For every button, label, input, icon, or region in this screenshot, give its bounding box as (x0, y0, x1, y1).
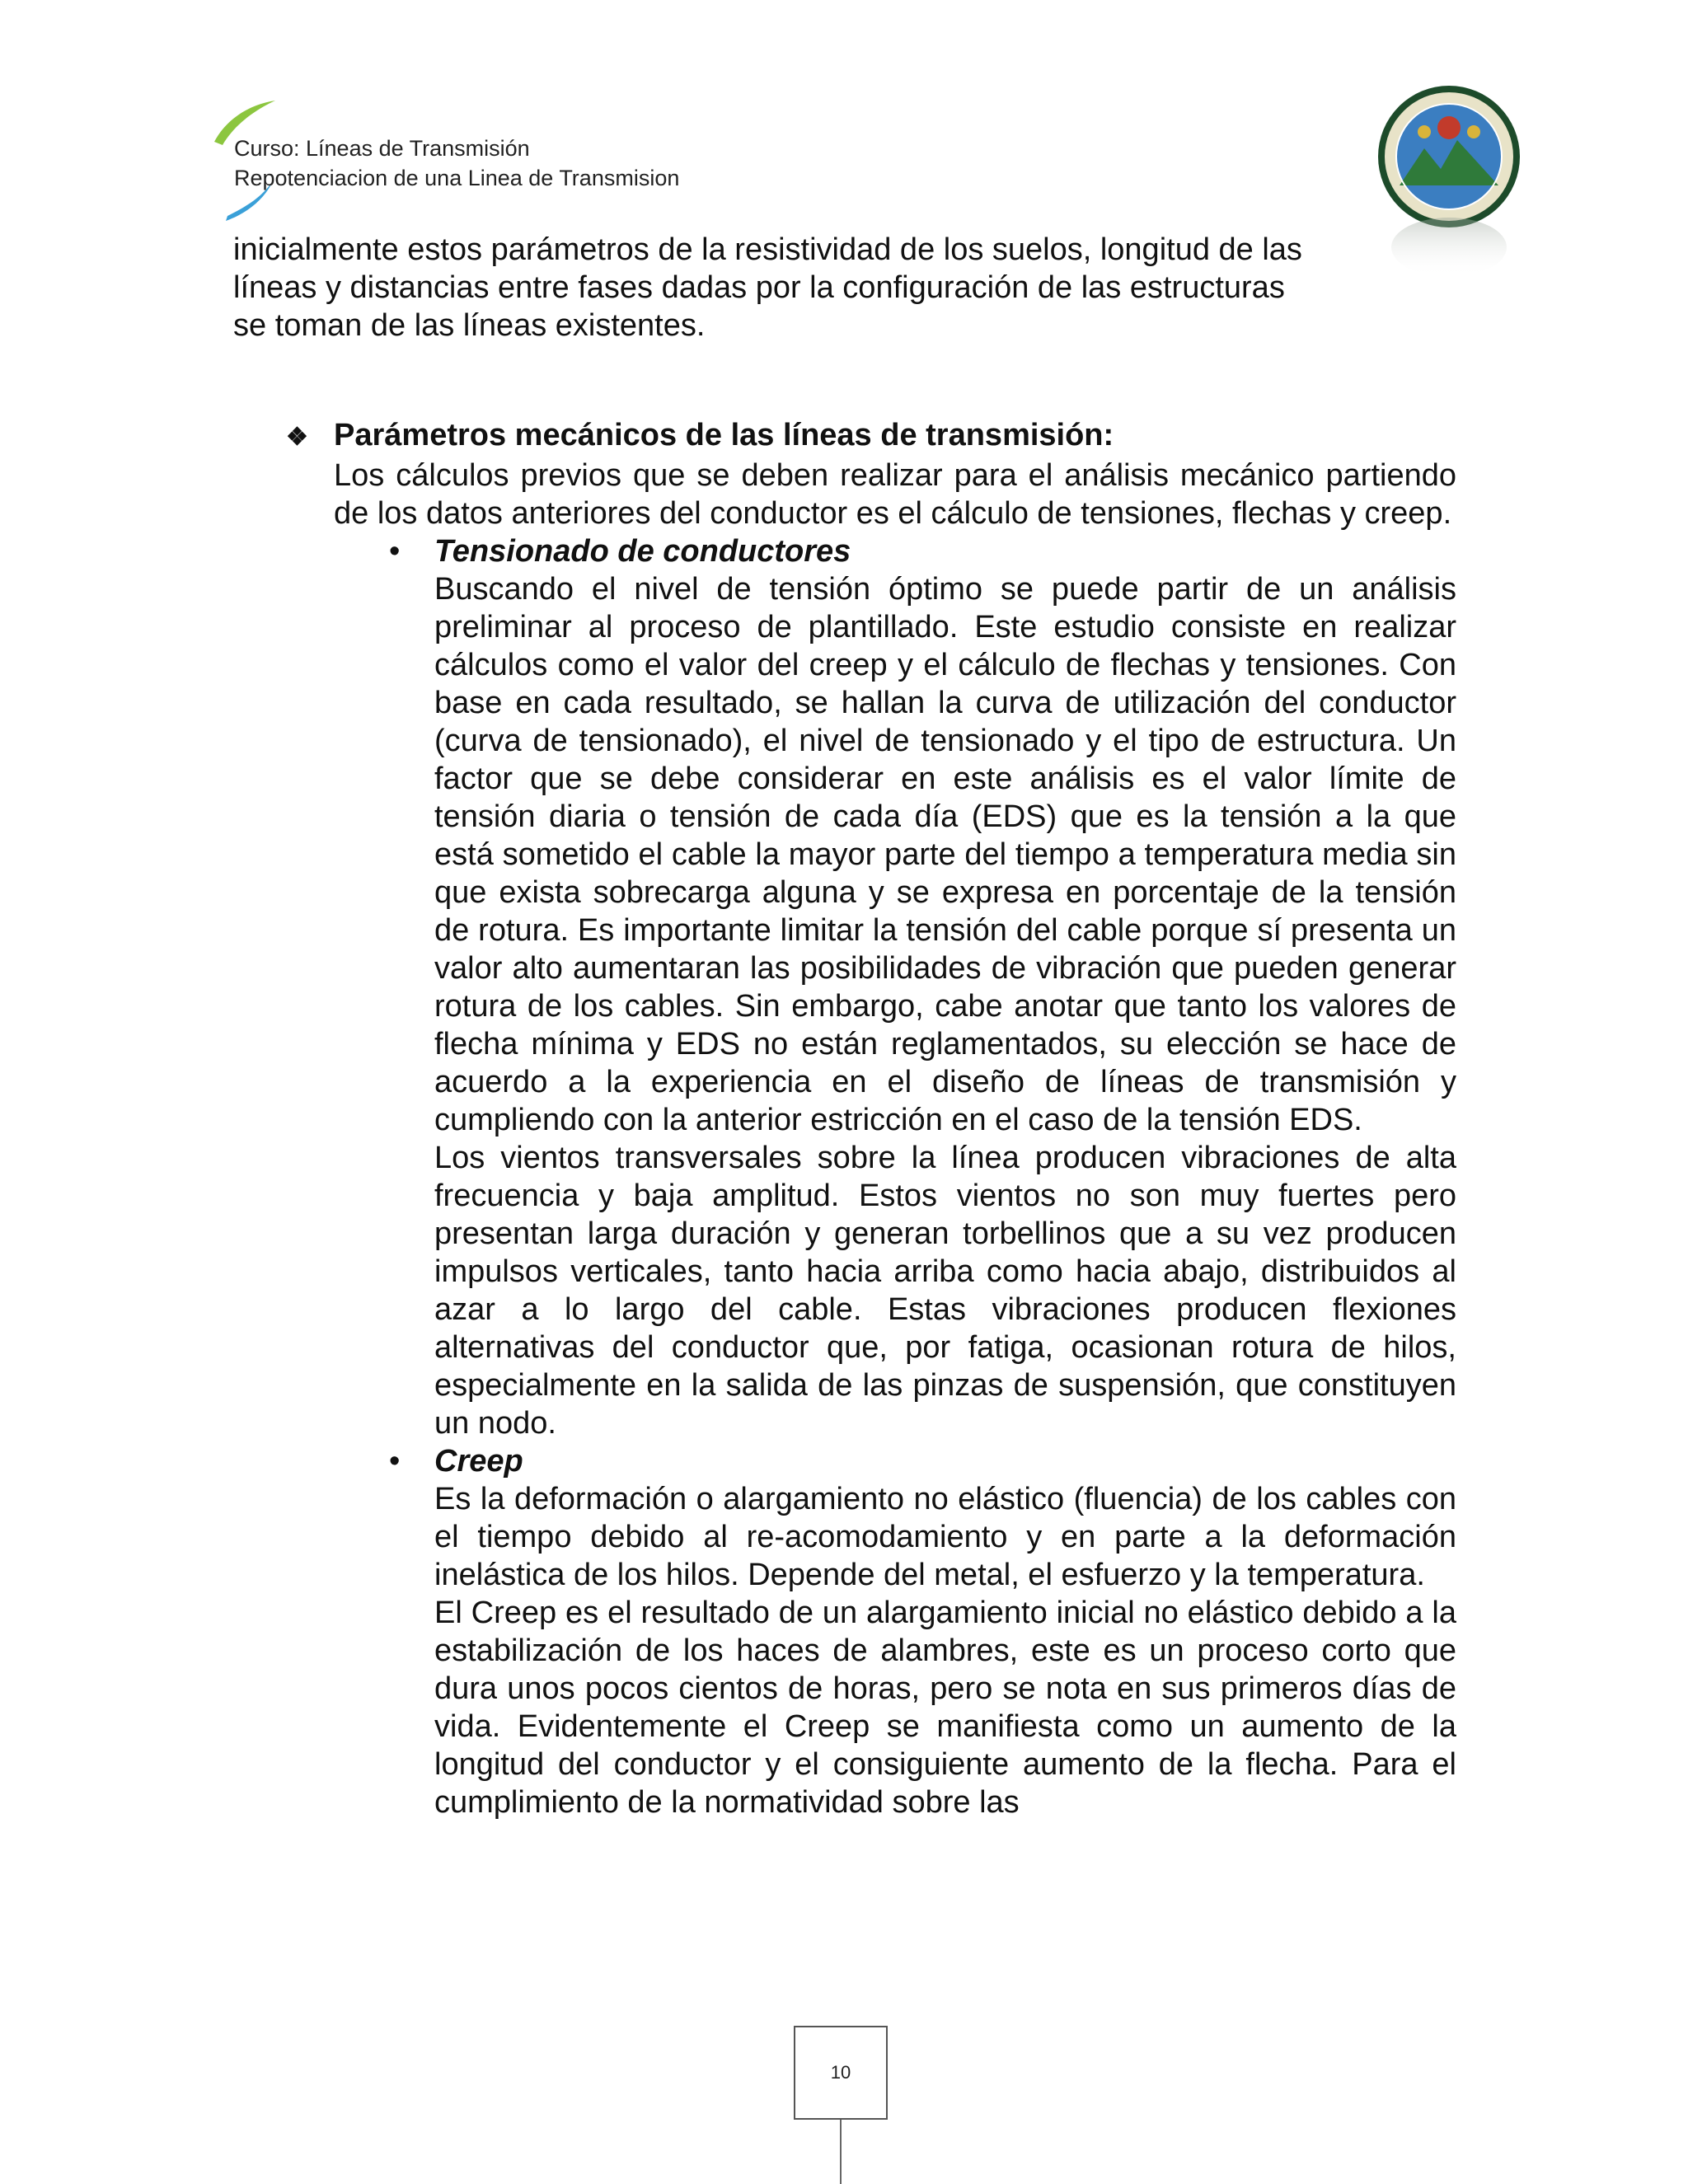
university-seal-icon (1375, 82, 1523, 280)
bullet-title: Tensionado de conductores (434, 534, 851, 569)
page-header (211, 92, 1530, 224)
bullet-item-creep (389, 1442, 1456, 1821)
bullet-paragraph: Buscando el nivel de tensión óptimo se puede partir de un análisis preliminar al proceso de plantillado. Este estudio consiste en realizar cálculos como el valor del creep y el cálculo de flechas y tensiones. Con base en cada resultado, se hallan la curva de utilización del conductor (curva de tensionado), el nivel de tensionado y el tipo de estructura. Un factor que se debe considerar en este análisis es el valor límite de tensión diaria o tensión de cada día (EDS) que es la tensión a la que está sometido el cable la mayor parte del tiempo a temperatura media sin que exista sobrecarga alguna y se expresa en porcentaje de la tensión de rotura. Es importante limitar la tensión del cable porque sí presenta un valor alto aumentaran las posibilidades de vibración que pueden generar rotura de los cables. Sin embargo, cabe anotar que tanto los valores de flecha mínima y EDS no están reglamentados, su elección se hace de acuerdo a la experiencia en el diseño de líneas de transmisión y cumpliendo con la anterior estricción en el caso de la tensión EDS. (434, 572, 1456, 1137)
section-heading: Parámetros mecánicos de las líneas de transmisión: (334, 418, 1114, 452)
bullet-item-tensionado (389, 532, 1456, 1442)
bullet-title: Creep (434, 1444, 523, 1479)
intro-paragraph: inicialmente estos parámetros de la resistividad de los suelos, longitud de las líneas y distancias entre fases dadas por la configuración de las estructuras se toman de las líneas existentes. (233, 232, 1302, 343)
mechanical-parameters-section (286, 416, 1456, 1821)
diamond-bullet-icon: ❖ (286, 424, 308, 451)
bullet-dot-icon: • (389, 534, 401, 569)
bullet-dot-icon: • (389, 1444, 401, 1479)
page-number-connector (840, 2120, 842, 2184)
course-subtitle: Repotenciacion de una Linea de Transmision (234, 166, 680, 190)
page-number: 10 (794, 2026, 888, 2120)
bullet-paragraph: Los vientos transversales sobre la línea producen vibraciones de alta frecuencia y baja amplitud. Estos vientos no son muy fuertes pero presentan larga duración y generan torbellinos que a su vez producen impulsos verticales, tanto hacia arriba como hacia abajo, distribuidos al azar a lo largo del cable. Estas vibraciones producen flexiones alternativas del conductor que, por fatiga, ocasionan rotura de hilos, especialmente en la salida de las pinzas de suspensión, que constituyen un nodo. (434, 1141, 1456, 1441)
bullet-paragraph: El Creep es el resultado de un alargamiento inicial no elástico debido a la estabilización de los haces de alambres, este es un proceso corto que dura unos pocos cientos de horas, pero se nota en sus primeros días de vida. Evidentemente el Creep se manifiesta como un aumento de la longitud del conductor y el consiguiente aumento de la flecha. Para el cumplimiento de la normatividad sobre las (434, 1596, 1456, 1820)
section-body: Los cálculos previos que se deben realizar para el análisis mecánico partiendo de los datos anteriores del conductor es el cálculo de tensiones, flechas y creep. (334, 458, 1456, 531)
course-title: Curso: Líneas de Transmisión (234, 136, 530, 161)
bullet-paragraph: Es la deformación o alargamiento no elástico (fluencia) de los cables con el tiempo debido al re-acomodamiento y en parte a la deformación inelástica de los hilos. Depende del metal, el esfuerzo y la temperatura. (434, 1482, 1456, 1592)
